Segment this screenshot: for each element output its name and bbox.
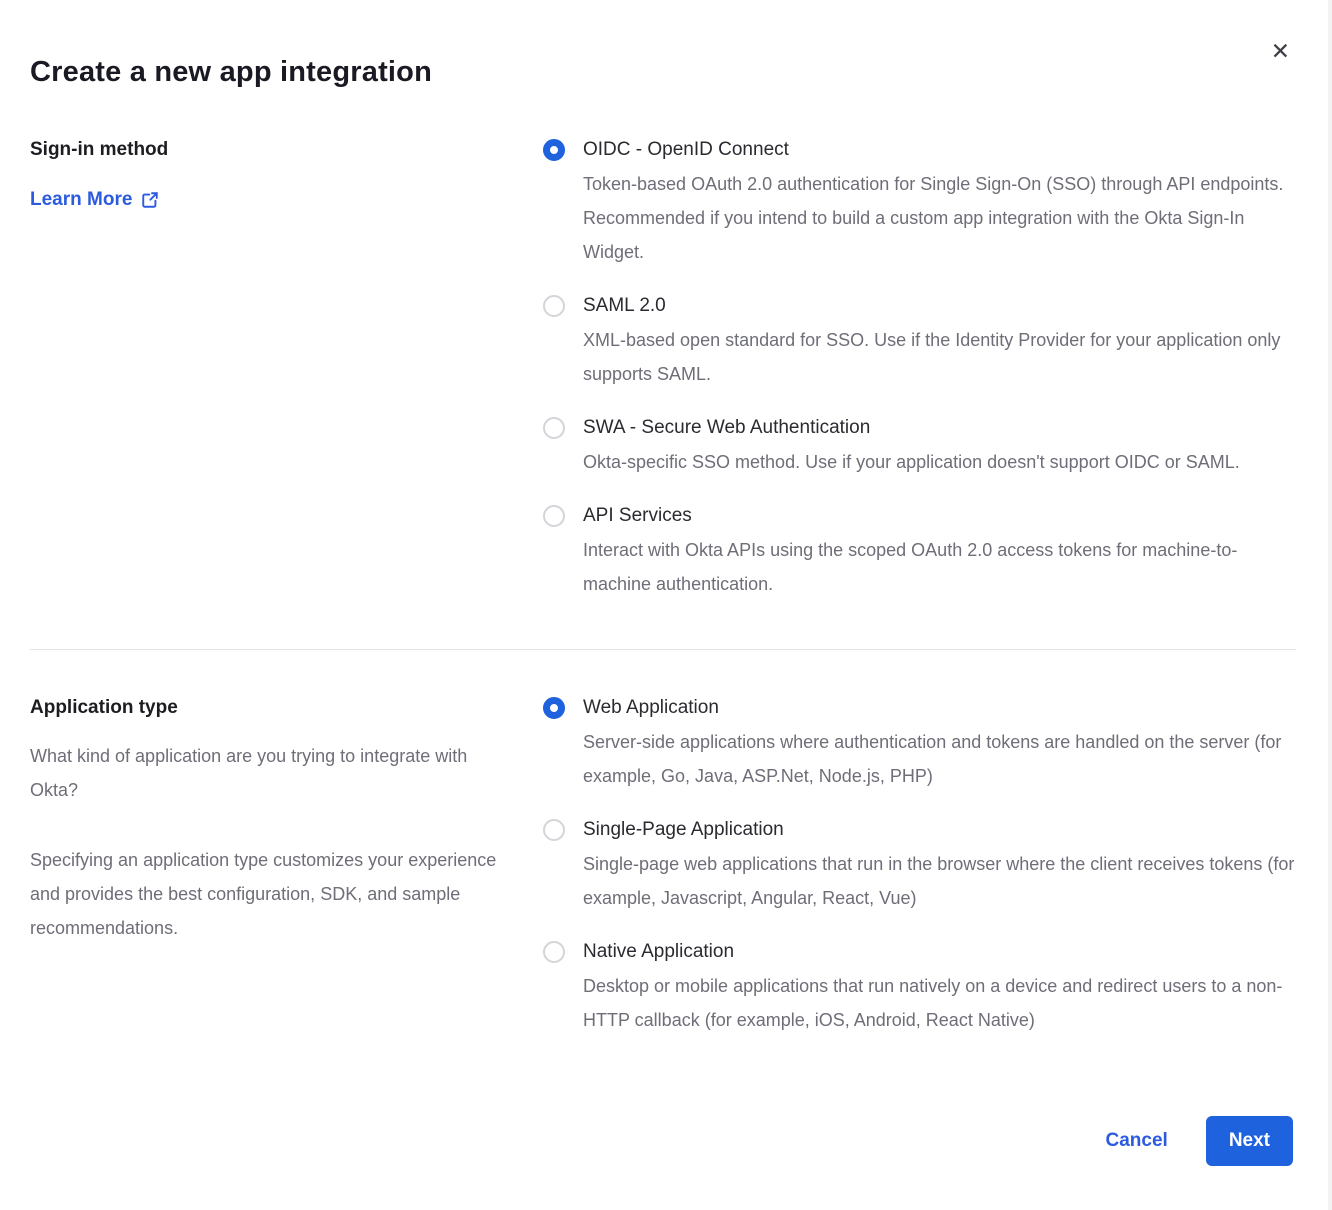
option-single-page-application-description: Single-page web applications that run in the browser where the client receives tokens (for example, Javascript, Angular, React, Vue) <box>583 854 1295 908</box>
option-api-services-description: Interact with Okta APIs using the scoped OAuth 2.0 access tokens for machine-to-machine authentication. <box>583 540 1238 594</box>
dialog-footer <box>1106 1116 1294 1166</box>
application-type-left <box>30 691 543 1037</box>
learn-more-link[interactable] <box>30 183 159 217</box>
learn-more-label: Learn More <box>30 189 133 210</box>
option-saml <box>543 289 1296 391</box>
application-type-intro: What kind of application are you trying to integrate with Okta? <box>30 746 468 800</box>
option-web-application-label[interactable]: Web Application <box>583 697 719 718</box>
radio-single-page-application[interactable] <box>543 819 565 841</box>
option-native-application <box>543 935 1296 1037</box>
radio-oidc[interactable] <box>543 139 565 161</box>
dialog-title: Create a new app integration <box>30 56 433 88</box>
option-swa-label[interactable]: SWA - Secure Web Authentication <box>583 417 871 438</box>
sign-in-method-section <box>30 133 1296 601</box>
option-oidc-description: Token-based OAuth 2.0 authentication for Single Sign-On (SSO) through API endpoints. Recommended if you intend to build a custom app integration with the Okta Sign-In Widget. <box>583 174 1284 262</box>
sign-in-method-left <box>30 133 543 601</box>
option-oidc-label[interactable]: OIDC - OpenID Connect <box>583 139 789 160</box>
radio-saml[interactable] <box>543 295 565 317</box>
option-oidc <box>543 133 1296 269</box>
option-web-application <box>543 691 1296 793</box>
option-api-services <box>543 499 1296 601</box>
radio-native-application[interactable] <box>543 941 565 963</box>
option-swa-description: Okta-specific SSO method. Use if your application doesn't support OIDC or SAML. <box>583 452 1240 472</box>
option-native-application-description: Desktop or mobile applications that run natively on a device and redirect users to a non-HTTP callback (for example, iOS, Android, React Native) <box>583 976 1283 1030</box>
radio-web-application[interactable] <box>543 697 565 719</box>
close-icon[interactable]: ✕ <box>1267 36 1294 67</box>
sign-in-method-label: Sign-in method <box>30 139 169 160</box>
option-native-application-label[interactable]: Native Application <box>583 941 735 962</box>
radio-swa[interactable] <box>543 417 565 439</box>
option-web-application-description: Server-side applications where authentication and tokens are handled on the server (for example, Go, Java, ASP.Net, Node.js, PHP) <box>583 732 1282 786</box>
option-saml-label[interactable]: SAML 2.0 <box>583 295 666 316</box>
sign-in-method-options <box>543 133 1296 601</box>
next-button[interactable]: Next <box>1206 1116 1293 1166</box>
application-type-detail: Specifying an application type customizes your experience and provides the best configuration, SDK, and sample recommendations. <box>30 850 497 938</box>
application-type-section <box>30 691 1296 1037</box>
option-single-page-application-label[interactable]: Single-Page Application <box>583 819 784 840</box>
option-swa <box>543 411 1296 479</box>
option-single-page-application <box>543 813 1296 915</box>
cancel-button[interactable]: Cancel <box>1105 1130 1168 1151</box>
application-type-label: Application type <box>30 697 178 718</box>
option-api-services-label[interactable]: API Services <box>583 505 692 526</box>
application-type-options <box>543 691 1296 1037</box>
section-divider <box>30 649 1296 650</box>
radio-api-services[interactable] <box>543 505 565 527</box>
option-saml-description: XML-based open standard for SSO. Use if the Identity Provider for your application only supports SAML. <box>583 330 1281 384</box>
external-link-icon <box>141 191 159 209</box>
